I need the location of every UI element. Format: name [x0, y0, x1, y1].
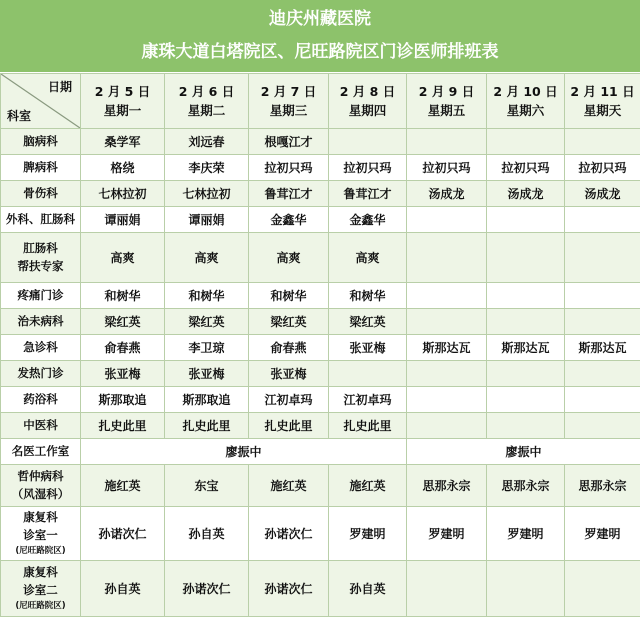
- dept-name-line: 哲仲病科: [1, 468, 80, 486]
- dept-name-line: 疼痛门诊: [1, 287, 80, 305]
- doctor-cell: 桑学军: [81, 129, 165, 155]
- dept-cell: [1, 283, 81, 309]
- doctor-cell: 鲁茸江才: [249, 181, 329, 207]
- doctor-cell: 金鑫华: [249, 207, 329, 233]
- doctor-cell: 梁红英: [329, 309, 407, 335]
- table-row: [1, 283, 640, 309]
- doctor-cell: 高爽: [329, 233, 407, 283]
- table-row: [1, 561, 640, 617]
- day-header-3: [249, 74, 329, 129]
- dept-name-line: 急诊科: [1, 339, 80, 357]
- doctor-cell: 扎史此里: [81, 413, 165, 439]
- doctor-cell: 罗建明: [565, 507, 640, 561]
- doctor-cell: 李卫琼: [165, 335, 249, 361]
- empty-cell-slash: [407, 129, 487, 155]
- empty-cell-slash: [487, 413, 565, 439]
- day-date: 2 月 5 日: [81, 82, 164, 101]
- day-date: 2 月 9 日: [407, 82, 486, 101]
- dept-cell: [1, 387, 81, 413]
- dept-name-line: 康复科: [1, 509, 80, 527]
- doctor-cell: 汤成龙: [565, 181, 640, 207]
- dept-name-line: 肛肠科: [1, 240, 80, 258]
- table-row: [1, 507, 640, 561]
- doctor-cell: 斯那达瓦: [407, 335, 487, 361]
- empty-cell-slash: [487, 561, 565, 617]
- schedule-title: 康珠大道白塔院区、尼旺路院区门诊医师排班表: [0, 36, 640, 73]
- dept-cell: [1, 361, 81, 387]
- table-row: [1, 361, 640, 387]
- doctor-cell: 罗建明: [487, 507, 565, 561]
- doctor-cell: 七林拉初: [165, 181, 249, 207]
- doctor-cell: 俞春燕: [249, 335, 329, 361]
- empty-cell-slash: [487, 207, 565, 233]
- doctor-cell-span: 廖振中: [407, 439, 640, 465]
- doctor-cell: 孙自英: [165, 507, 249, 561]
- empty-cell-slash: [407, 207, 487, 233]
- doctor-cell: 拉初只玛: [329, 155, 407, 181]
- corner-date-label: 日期: [48, 78, 72, 95]
- doctor-cell: 江初卓玛: [249, 387, 329, 413]
- dept-name-line: （风湿科）: [1, 486, 80, 504]
- table-row: [1, 387, 640, 413]
- day-header-2: [165, 74, 249, 129]
- doctor-cell: 斯那达瓦: [487, 335, 565, 361]
- empty-cell-slash: [407, 283, 487, 309]
- doctor-cell: 梁红英: [249, 309, 329, 335]
- dept-name-line: 发热门诊: [1, 365, 80, 383]
- doctor-cell-span: 廖振中: [81, 439, 407, 465]
- doctor-cell: 梁红英: [165, 309, 249, 335]
- empty-cell-slash: [407, 387, 487, 413]
- day-weekday: 星期三: [249, 101, 328, 120]
- doctor-cell: 鲁茸江才: [329, 181, 407, 207]
- empty-cell-slash: [407, 361, 487, 387]
- doctor-cell: 江初卓玛: [329, 387, 407, 413]
- empty-cell-slash: [329, 361, 407, 387]
- doctor-cell: 思那永宗: [407, 465, 487, 507]
- dept-cell: [1, 507, 81, 561]
- empty-cell-slash: [487, 283, 565, 309]
- empty-cell-slash: [565, 387, 640, 413]
- doctor-cell: 高爽: [81, 233, 165, 283]
- doctor-cell: 施红英: [81, 465, 165, 507]
- doctor-cell: 和树华: [329, 283, 407, 309]
- doctor-cell: 谭丽娟: [81, 207, 165, 233]
- dept-name-line: 脾病科: [1, 159, 80, 177]
- dept-name-line: 药浴科: [1, 391, 80, 409]
- doctor-cell: 梁红英: [81, 309, 165, 335]
- day-date: 2 月 10 日: [487, 82, 564, 101]
- empty-cell-slash: [565, 561, 640, 617]
- table-row: [1, 413, 640, 439]
- day-weekday: 星期天: [565, 101, 640, 120]
- dept-cell: [1, 413, 81, 439]
- empty-cell-slash: [565, 207, 640, 233]
- doctor-cell: 斯那达瓦: [565, 335, 640, 361]
- doctor-cell: 孙诺次仁: [249, 561, 329, 617]
- schedule-table: [0, 73, 640, 617]
- day-weekday: 星期二: [165, 101, 248, 120]
- doctor-cell: 拉初只玛: [249, 155, 329, 181]
- doctor-cell: 东宝: [165, 465, 249, 507]
- doctor-cell: 刘远春: [165, 129, 249, 155]
- dept-cell: [1, 335, 81, 361]
- empty-cell-slash: [565, 413, 640, 439]
- doctor-cell: 张亚梅: [249, 361, 329, 387]
- table-row: [1, 309, 640, 335]
- dept-name-line: 诊室二: [1, 582, 80, 600]
- doctor-cell: 和树华: [81, 283, 165, 309]
- doctor-cell: 思那永宗: [565, 465, 640, 507]
- doctor-cell: 罗建明: [329, 507, 407, 561]
- day-date: 2 月 8 日: [329, 82, 406, 101]
- doctor-cell: 金鑫华: [329, 207, 407, 233]
- dept-cell: [1, 439, 81, 465]
- doctor-cell: 汤成龙: [487, 181, 565, 207]
- table-row: [1, 129, 640, 155]
- dept-cell: [1, 465, 81, 507]
- empty-cell-slash: [565, 309, 640, 335]
- dept-cell: [1, 309, 81, 335]
- empty-cell-slash: [487, 129, 565, 155]
- dept-name-line: (尼旺路院区): [1, 545, 80, 558]
- doctor-cell: 施红英: [249, 465, 329, 507]
- empty-cell-slash: [487, 387, 565, 413]
- empty-cell-slash: [487, 233, 565, 283]
- table-row: [1, 465, 640, 507]
- day-weekday: 星期一: [81, 101, 164, 120]
- doctor-cell: 扎史此里: [329, 413, 407, 439]
- doctor-cell: 汤成龙: [407, 181, 487, 207]
- empty-cell-slash: [565, 129, 640, 155]
- dept-name-line: 帮扶专家: [1, 258, 80, 276]
- table-row: [1, 439, 640, 465]
- doctor-cell: 和树华: [165, 283, 249, 309]
- day-date: 2 月 6 日: [165, 82, 248, 101]
- doctor-cell: 扎史此里: [165, 413, 249, 439]
- day-weekday: 星期四: [329, 101, 406, 120]
- empty-cell-slash: [565, 283, 640, 309]
- table-row: [1, 335, 640, 361]
- day-header-1: [81, 74, 165, 129]
- doctor-cell: 谭丽娟: [165, 207, 249, 233]
- doctor-cell: 格绕: [81, 155, 165, 181]
- empty-cell-slash: [329, 129, 407, 155]
- doctor-cell: 扎史此里: [249, 413, 329, 439]
- table-row: [1, 207, 640, 233]
- dept-cell: [1, 233, 81, 283]
- empty-cell-slash: [407, 561, 487, 617]
- day-header-4: [329, 74, 407, 129]
- doctor-cell: 斯那取追: [81, 387, 165, 413]
- dept-name-line: 治未病科: [1, 313, 80, 331]
- doctor-cell: 张亚梅: [165, 361, 249, 387]
- doctor-cell: 拉初只玛: [407, 155, 487, 181]
- table-row: [1, 155, 640, 181]
- empty-cell-slash: [407, 309, 487, 335]
- dept-cell: [1, 181, 81, 207]
- table-row: [1, 181, 640, 207]
- dept-name-line: 外科、肛肠科: [1, 211, 80, 229]
- header-row: [1, 74, 640, 129]
- empty-cell-slash: [565, 233, 640, 283]
- doctor-cell: 李庆荣: [165, 155, 249, 181]
- empty-cell-slash: [487, 309, 565, 335]
- doctor-cell: 高爽: [249, 233, 329, 283]
- dept-name-line: 中医科: [1, 417, 80, 435]
- doctor-cell: 七林拉初: [81, 181, 165, 207]
- doctor-cell: 高爽: [165, 233, 249, 283]
- day-weekday: 星期六: [487, 101, 564, 120]
- doctor-cell: 张亚梅: [329, 335, 407, 361]
- day-date: 2 月 7 日: [249, 82, 328, 101]
- dept-name-line: 康复科: [1, 564, 80, 582]
- day-header-6: [487, 74, 565, 129]
- empty-cell-slash: [565, 361, 640, 387]
- doctor-cell: 张亚梅: [81, 361, 165, 387]
- table-row: [1, 233, 640, 283]
- dept-cell: [1, 207, 81, 233]
- empty-cell-slash: [487, 361, 565, 387]
- doctor-cell: 孙诺次仁: [165, 561, 249, 617]
- dept-name-line: (尼旺路院区): [1, 600, 80, 613]
- day-date: 2 月 11 日: [565, 82, 640, 101]
- corner-cell: [1, 74, 81, 129]
- doctor-cell: 孙自英: [329, 561, 407, 617]
- doctor-cell: 根嘎江才: [249, 129, 329, 155]
- dept-cell: [1, 129, 81, 155]
- dept-cell: [1, 155, 81, 181]
- dept-name-line: 骨伤科: [1, 185, 80, 203]
- dept-cell: [1, 561, 81, 617]
- day-weekday: 星期五: [407, 101, 486, 120]
- corner-dept-label: 科室: [7, 107, 31, 124]
- empty-cell-slash: [407, 233, 487, 283]
- empty-cell-slash: [407, 413, 487, 439]
- doctor-cell: 孙诺次仁: [81, 507, 165, 561]
- doctor-cell: 孙自英: [81, 561, 165, 617]
- doctor-cell: 拉初只玛: [487, 155, 565, 181]
- doctor-cell: 俞春燕: [81, 335, 165, 361]
- doctor-cell: 罗建明: [407, 507, 487, 561]
- dept-name-line: 脑病科: [1, 133, 80, 151]
- doctor-cell: 施红英: [329, 465, 407, 507]
- dept-name-line: 诊室一: [1, 527, 80, 545]
- doctor-cell: 拉初只玛: [565, 155, 640, 181]
- hospital-title: 迪庆州藏医院: [0, 0, 640, 36]
- day-header-7: [565, 74, 640, 129]
- day-header-5: [407, 74, 487, 129]
- doctor-cell: 斯那取追: [165, 387, 249, 413]
- doctor-cell: 思那永宗: [487, 465, 565, 507]
- doctor-cell: 和树华: [249, 283, 329, 309]
- doctor-cell: 孙诺次仁: [249, 507, 329, 561]
- dept-name-line: 名医工作室: [1, 443, 80, 461]
